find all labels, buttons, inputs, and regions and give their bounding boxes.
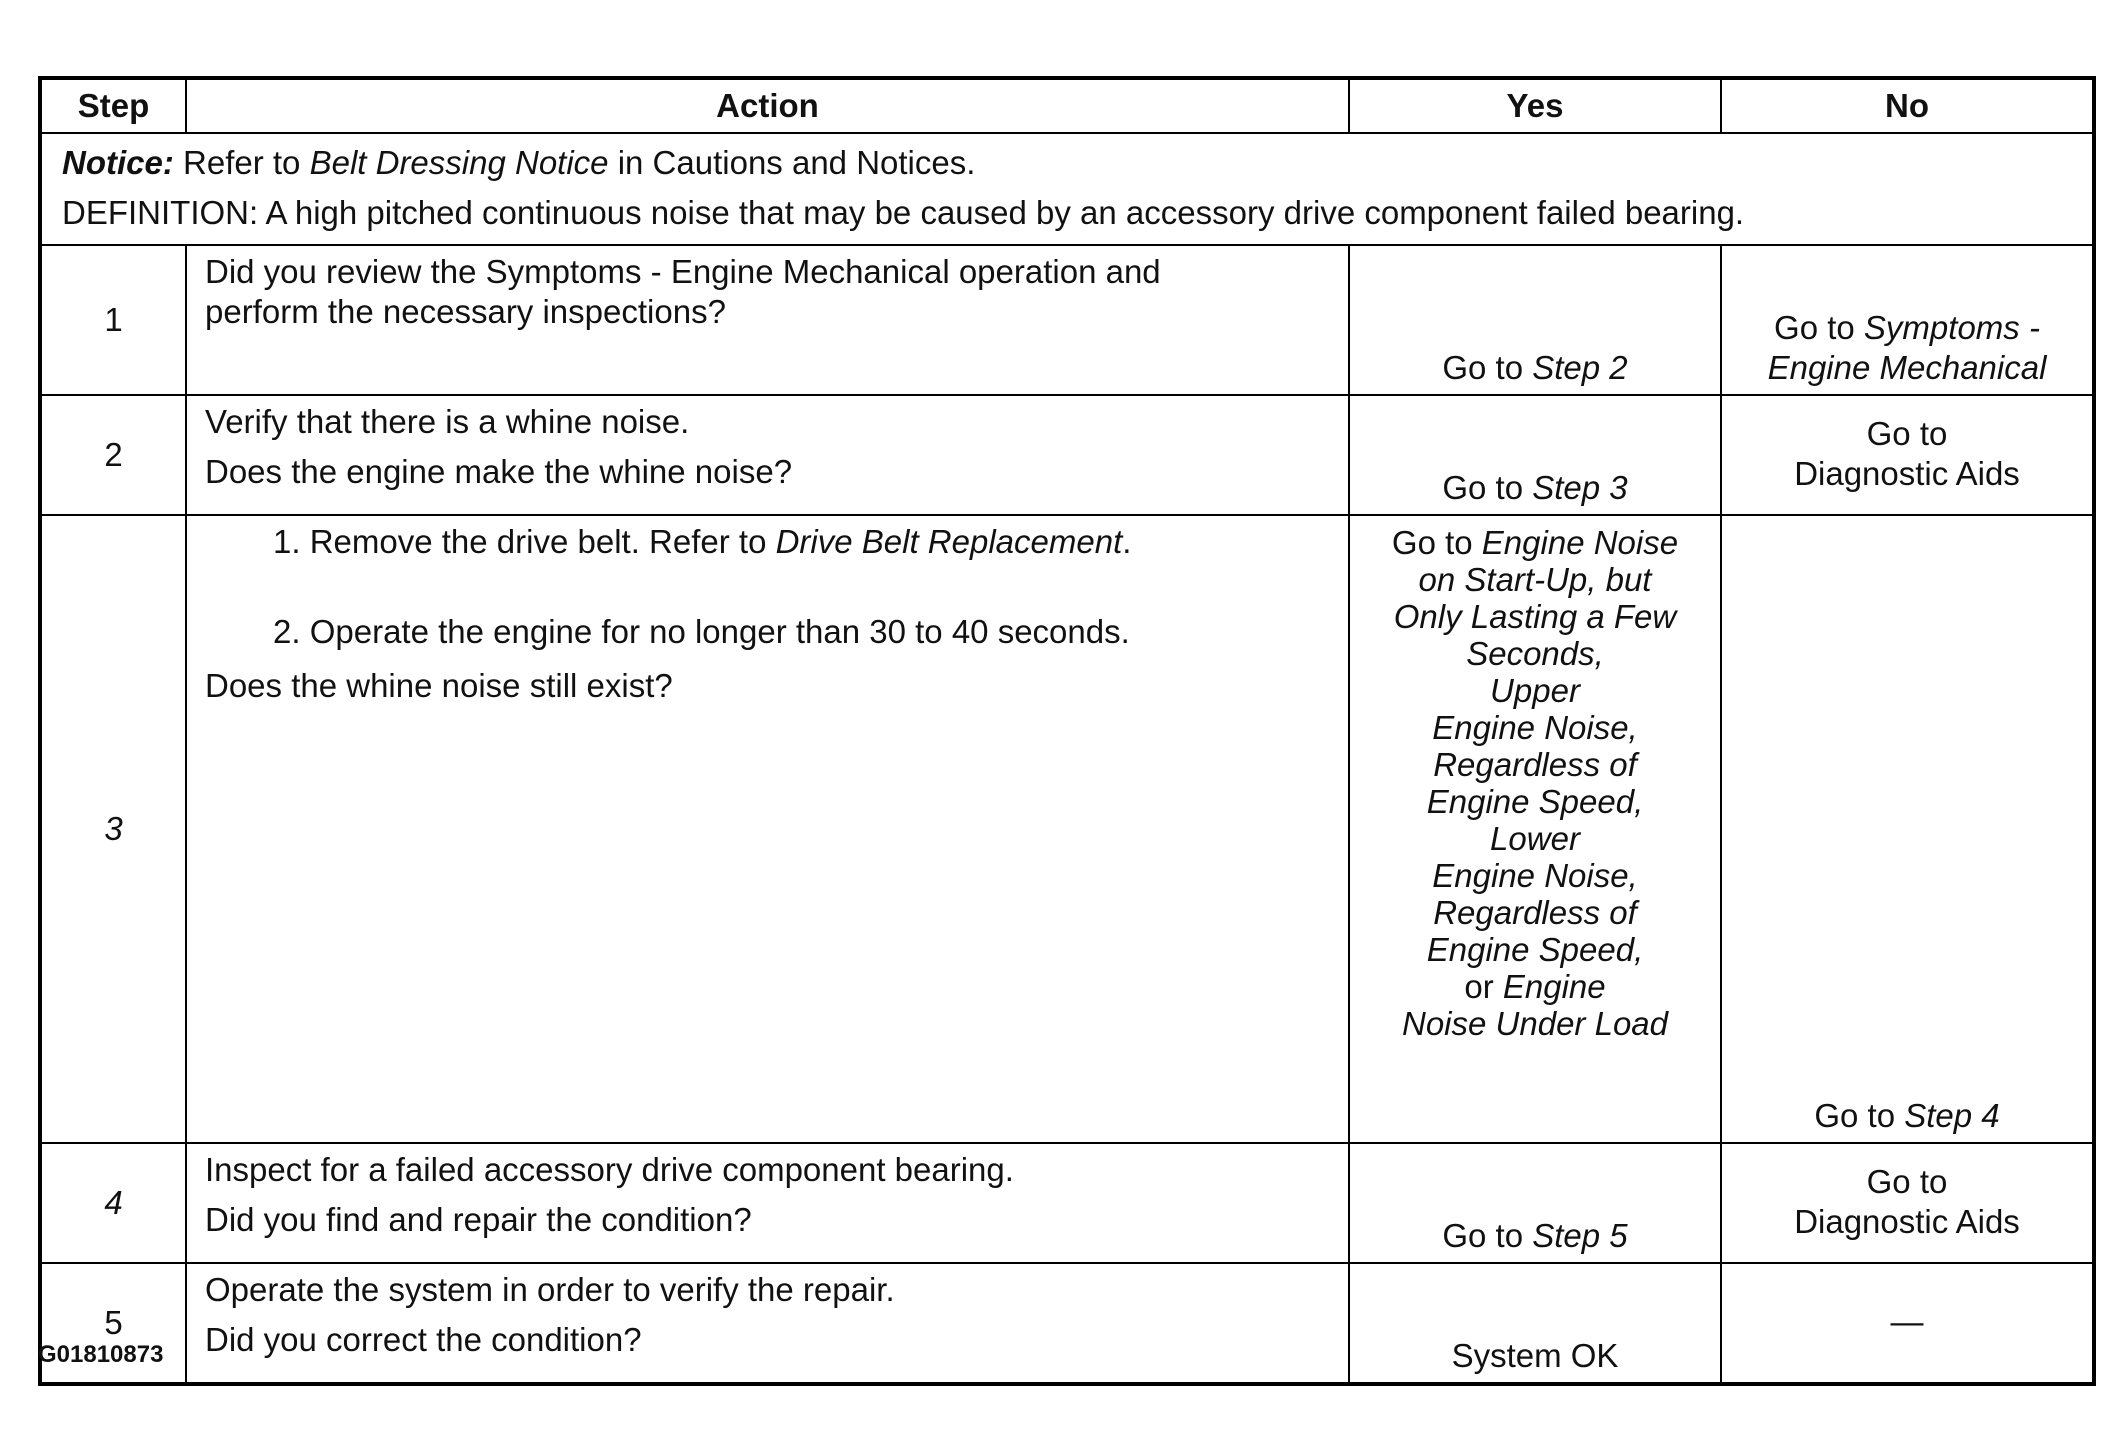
step-number: 3 (40, 515, 186, 1143)
action-text: perform the necessary inspections? (205, 293, 726, 330)
yes-link[interactable]: Engine Noise (1481, 524, 1679, 561)
action-question: Did you find and repair the condition? (205, 1201, 752, 1238)
action-cell (186, 395, 1349, 515)
no-go-to: Go to (1866, 1163, 1948, 1200)
no-cell (1721, 1143, 2094, 1263)
diagnostic-table-container (38, 76, 2092, 1386)
item-number: 2. (273, 613, 301, 650)
step-number: 1 (40, 245, 186, 395)
no-symptoms-link-cont[interactable]: Engine Mechanical (1767, 349, 2047, 386)
action-question: Does the whine noise still exist? (205, 667, 673, 704)
item-text: Operate the engine for no longer than 30 to 40 seconds. (309, 613, 1130, 650)
item-number: 1. (273, 523, 301, 560)
yes-link[interactable]: Engine (1502, 968, 1606, 1005)
no-cell: — (1721, 1263, 2094, 1384)
notice-pre: Refer to (183, 144, 301, 181)
table-row-step-5 (40, 1263, 2094, 1384)
no-diagnostic-aids-link[interactable]: Diagnostic Aids (1794, 1203, 2020, 1240)
action-question: Did you correct the condition? (205, 1321, 642, 1358)
item-text: Remove the drive belt. Refer to (309, 523, 767, 560)
header-action: Action (186, 78, 1349, 133)
table-row-step-1 (40, 245, 2094, 395)
notice-post: in Cautions and Notices. (617, 144, 976, 181)
no-cell (1721, 395, 2094, 515)
action-step-item (263, 612, 1330, 652)
action-cell (186, 1143, 1349, 1263)
notice-cell (40, 133, 2094, 245)
yes-link[interactable]: on Start-Up, but (1418, 561, 1652, 598)
yes-link[interactable]: Upper (1490, 672, 1580, 709)
action-cell (186, 1263, 1349, 1384)
item-period: . (1122, 523, 1132, 560)
yes-link[interactable]: Regardless of (1433, 894, 1637, 931)
yes-link[interactable]: Engine Noise, (1432, 857, 1638, 894)
yes-step-link[interactable]: Step 2 (1532, 349, 1628, 386)
action-steps-list (205, 522, 1330, 652)
step-number: 4 (40, 1143, 186, 1263)
no-symptoms-link[interactable]: Symptoms - (1863, 309, 2040, 346)
yes-link[interactable]: Noise Under Load (1402, 1005, 1668, 1042)
yes-cell: System OK (1349, 1263, 1721, 1384)
no-go-to: Go to (1774, 309, 1855, 346)
yes-or: or (1464, 968, 1494, 1005)
diagnostic-table (38, 76, 2096, 1386)
no-go-to: Go to (1814, 1097, 1896, 1134)
notice-line (62, 138, 2074, 188)
yes-go-to: Go to (1442, 469, 1524, 506)
table-row-step-4 (40, 1143, 2094, 1263)
no-cell (1721, 245, 2094, 395)
yes-cell (1349, 1143, 1721, 1263)
yes-cell (1349, 245, 1721, 395)
notice-label: Notice: (62, 144, 174, 181)
yes-link[interactable]: Engine Speed, (1426, 931, 1644, 968)
yes-go-to: Go to (1442, 349, 1524, 386)
action-text: Did you review the Symptoms - Engine Mechanical operation and (205, 253, 1161, 290)
definition-line: DEFINITION: A high pitched continuous noise that may be caused by an accessory drive component failed bearing. (62, 194, 1745, 231)
table-header-row (40, 78, 2094, 133)
action-text: Inspect for a failed accessory drive component bearing. (205, 1151, 1014, 1188)
header-yes: Yes (1349, 78, 1721, 133)
action-question: Does the engine make the whine noise? (205, 453, 793, 490)
yes-step-link[interactable]: Step 3 (1532, 469, 1628, 506)
figure-id: G01810873 (38, 1341, 164, 1368)
yes-go-to: Go to (1391, 524, 1473, 561)
header-no: No (1721, 78, 2094, 133)
step-number: 2 (40, 395, 186, 515)
notice-row (40, 133, 2094, 245)
action-cell (186, 515, 1349, 1143)
table-row-step-2 (40, 395, 2094, 515)
step-number: 5 (40, 1263, 186, 1384)
yes-cell (1349, 395, 1721, 515)
yes-link[interactable]: Only Lasting a Few (1393, 598, 1677, 635)
action-text: Operate the system in order to verify the repair. (205, 1271, 895, 1308)
yes-go-to: Go to (1442, 1217, 1524, 1254)
yes-link[interactable]: Seconds, (1466, 635, 1604, 672)
action-step-item (263, 522, 1330, 562)
yes-step-link[interactable]: Step 5 (1532, 1217, 1628, 1254)
yes-cell (1349, 515, 1721, 1143)
header-step: Step (40, 78, 186, 133)
yes-link[interactable]: Lower (1490, 820, 1580, 857)
no-cell (1721, 515, 2094, 1143)
table-row-step-3 (40, 515, 2094, 1143)
yes-link[interactable]: Regardless of (1433, 746, 1637, 783)
no-diagnostic-aids-link[interactable]: Diagnostic Aids (1794, 455, 2020, 492)
yes-link[interactable]: Engine Speed, (1426, 783, 1644, 820)
no-step-link[interactable]: Step 4 (1904, 1097, 2000, 1134)
action-text: Verify that there is a whine noise. (205, 403, 690, 440)
yes-link[interactable]: Engine Noise, (1432, 709, 1638, 746)
no-go-to: Go to (1866, 415, 1948, 452)
notice-reference: Belt Dressing Notice (309, 144, 609, 181)
drive-belt-link[interactable]: Drive Belt Replacement (775, 523, 1123, 560)
action-cell (186, 245, 1349, 395)
